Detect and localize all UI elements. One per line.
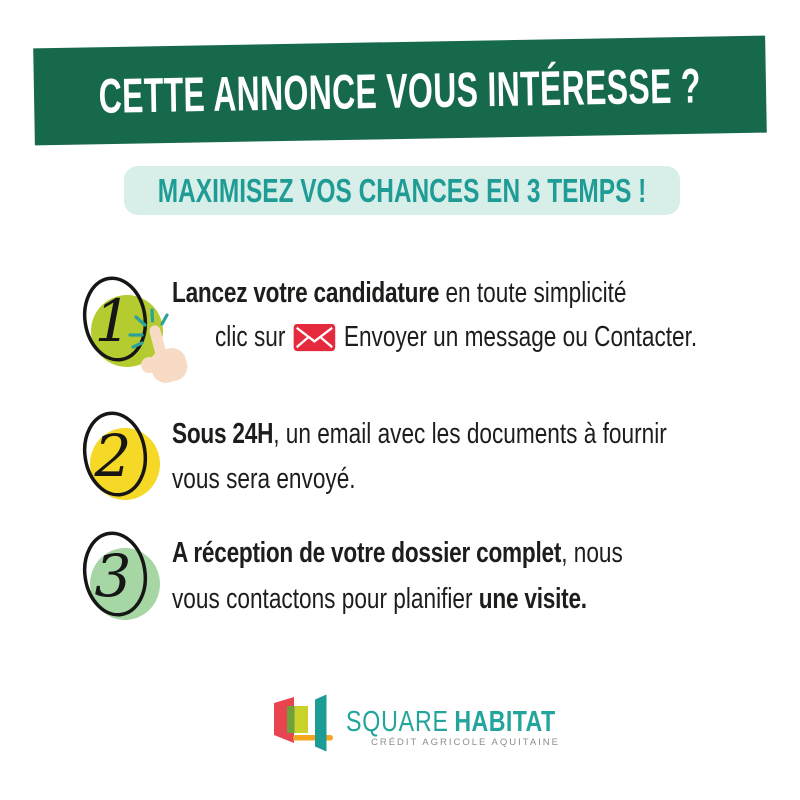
step-2-line-1 xyxy=(172,417,667,451)
pointer-hand-shape xyxy=(132,320,191,389)
header-banner xyxy=(33,36,767,146)
step-1-line-2-prefix: clic sur xyxy=(215,321,286,353)
brand-wordmark xyxy=(346,706,556,739)
step-3-line-1-rest: , nous xyxy=(561,537,623,569)
step-3-badge xyxy=(63,520,173,635)
step-2-line-1-rest: , un email avec les documents à fournir xyxy=(273,418,667,450)
step-3-line-2-prefix: vous contactons pour planifier xyxy=(172,583,479,615)
step-3-line-2 xyxy=(172,582,587,616)
step-1-number: 1 xyxy=(94,287,132,355)
step-1-line-1-rest: en toute simplicité xyxy=(439,277,627,309)
subheader-title: MAXIMISEZ VOS CHANCES EN 3 TEMPS ! xyxy=(157,171,647,209)
brand-square: SQUARE xyxy=(346,706,449,738)
header-title: CETTE ANNONCE VOUS INTÉRESSE ? xyxy=(98,57,702,124)
step-1-line-1 xyxy=(172,276,626,310)
square-habitat-logo-mark xyxy=(265,688,335,763)
brand-habitat: HABITAT xyxy=(454,706,556,738)
brand-subtitle: CRÉDIT AGRICOLE AQUITAINE xyxy=(370,737,560,748)
step-1-line-1-bold: Lancez votre candidature xyxy=(172,277,440,309)
envelope-body xyxy=(294,323,336,350)
step-3-line-2-bold: une visite. xyxy=(478,583,587,615)
step-2-number: 2 xyxy=(94,422,132,490)
step-3-line-1 xyxy=(172,536,623,570)
logo-olive-block xyxy=(287,706,295,733)
step-1-line-2-suffix: Envoyer un message ou Contacter. xyxy=(343,321,698,353)
click-hand-icon xyxy=(124,304,204,390)
logo-orange-base xyxy=(293,735,333,741)
subheader-pill xyxy=(124,166,680,215)
step-3-number: 3 xyxy=(94,542,132,610)
step-2-badge xyxy=(63,400,173,515)
logo-teal-panel xyxy=(315,695,327,752)
logo-green-block xyxy=(295,706,309,733)
step-2-line-1-bold: Sous 24H xyxy=(172,418,274,450)
step-1-line-2 xyxy=(215,320,697,354)
step-3-line-1-bold: A réception de votre dossier complet xyxy=(172,537,562,569)
envelope-icon xyxy=(292,322,336,353)
step-2-line-2: vous sera envoyé. xyxy=(172,463,356,495)
